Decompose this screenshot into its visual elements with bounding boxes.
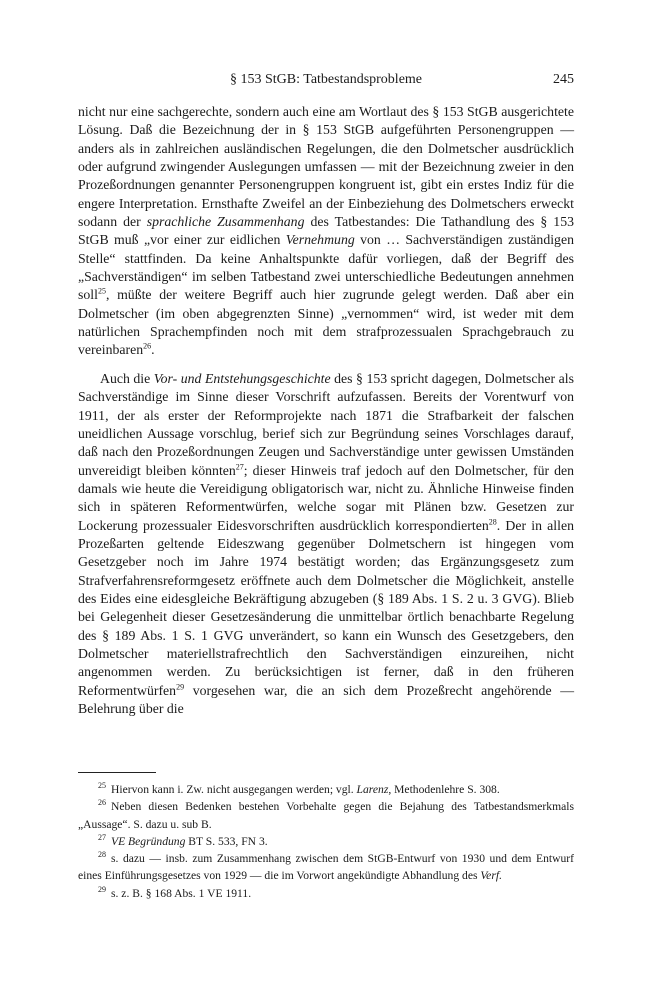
footnote-reference: 25 (97, 286, 106, 296)
footnote (78, 850, 574, 885)
footnotes (78, 781, 574, 902)
body-paragraph (78, 370, 574, 719)
text-run: Neben diesen Bedenken bestehen Vorbehalte gegen die Bejahung des Tatbestandsmerkmals „Aussage“. S. dazu u. sub B. (78, 800, 574, 831)
footnote-reference: 26 (143, 341, 152, 351)
footnote-reference: 29 (176, 682, 185, 692)
footnote-number: 27 (98, 833, 106, 843)
footnote-number: 25 (98, 781, 106, 791)
text-run: s. z. B. § 168 Abs. 1 VE 1911. (111, 886, 252, 900)
text-run: ; dieser Hinweis traf jedoch auf den Dolmetscher, für den damals wie heute die Vereidigung obligatorisch war, nicht zu. Ähnliche Hinweise finden sich in späteren Reformentwürfen, welche sogar mit Plänen bzw. Gesetzen zur Lockerung prozessualer Eidesvorschriften ausdrücklich korrespondierten (78, 462, 574, 533)
text-run: vorgesehen war, die an sich dem Prozeßrecht angehörende — Belehrung über die (78, 682, 574, 716)
footnote-reference: 28 (488, 516, 497, 526)
emphasis-text: Verf. (480, 869, 502, 883)
emphasis-text: Vernehmung (285, 232, 355, 248)
text-run: des § 153 spricht dagegen, Dolmetscher als Sachverständige im Sinne dieser Vorschrift aufzufassen. Bereits der Vorentwurf von 1911, der als erster der Reformprojekte nach 1871 die Strafbarkeit der falschen uneidlichen Aussage vorschlug, berief sich zur Begründung seines Vorschlages darauf, daß nach den Prozeßordnungen Zeugen und Sachverständige unter gewissen Umständen unvereidigt bleiben könnten (78, 370, 574, 478)
text-run: Auch die (100, 370, 154, 386)
text-run: nicht nur eine sachgerechte, sondern auch eine am Wortlaut des § 153 StGB ausgerichtete Lösung. Daß die Bezeichnung der in § 153 StGB aufgeführten Personengruppen — anders als in zahlreichen ausländischen Regelungen, die den Dolmetscher ausdrücklich oder aufgrund zwingender Auslegungen umfassen — mit der Bezeichnung zweier in den Prozeßordnungen genannter Personengruppen kongruent ist, gibt ein erstes Indiz für die engere Interpretation. Ernsthafte Zweifel an der Einbeziehung des Dolmetschers erweckt sodann der (78, 104, 574, 230)
footnote-separator (78, 772, 156, 773)
emphasis-text: sprachliche Zusammenhang (146, 214, 305, 230)
emphasis-text: Larenz (356, 783, 389, 796)
text-run: Hiervon kann i. Zw. nicht ausgegangen werden; vgl. (111, 783, 357, 796)
text-run: des Tatbestandes: Die Tathandlung des § 153 StGB muß „vor einer zur eidlichen (78, 214, 574, 248)
body-paragraph (78, 103, 574, 360)
running-header (78, 70, 574, 90)
footnote-number: 26 (98, 798, 106, 808)
footnote (78, 781, 574, 798)
footnote (78, 798, 574, 833)
running-header-title: § 153 StGB: Tatbestandsprobleme (229, 72, 423, 87)
body-text (78, 103, 574, 718)
text-run: s. dazu — insb. zum Zusammenhang zwischen dem StGB-Entwurf von 1930 und dem Entwurf eines Einführungsgesetzes von 1929 — die im Vorwort angekündigte Abhandlung des (78, 852, 574, 883)
footnote-reference: 27 (235, 461, 244, 471)
emphasis-text: Vor- und Entstehungsgeschichte (153, 370, 331, 386)
footnote-number: 29 (98, 884, 106, 894)
text-run: . (151, 342, 155, 358)
emphasis-text: VE Begründung (111, 834, 186, 848)
text-run: , müßte der weitere Begriff auch hier zugrunde gelegt werden. Daß aber ein Dolmetscher (im oben abgegrenzten Sinne) „vernommen“ wird, ist weder mit dem natürlichen Sprachempfinden noch mit dem strafprozessualen Sprachgebrauch zu vereinbaren (78, 287, 574, 358)
text-run: . Der in allen Prozeßarten geltende Eideszwang gegenüber Dolmetschern ist hingegen vom Gesetzgeber noch im Jahre 1974 bestätigt worden; das Ergänzungsgesetz zum Strafverfahrensreformgesetz eröffnete auch dem Dolmetscher die Möglichkeit, anstelle des Eides eine eidesgleiche Bekräftigung abzugeben (§ 189 Abs. 1 S. 2 u. 3 GVG). Blieb bei Gelegenheit dieser Gesetzesänderung die unmittelbar örtlich benachbarte Regelung des § 189 Abs. 1 S. 1 GVG unverändert, so kann ein Wunsch des Gesetzgebers, den Dolmetscher materiellstrafrechtlich den Sachverständigen einzureihen, nicht angenommen werden. Zu berücksichtigen ist ferner, daß in den früheren Reformentwürfen (78, 517, 574, 698)
footnote-number: 28 (98, 850, 106, 860)
footnote (78, 885, 574, 902)
page-number: 245 (553, 72, 574, 87)
text-run: , Methodenlehre S. 308. (388, 783, 500, 796)
text-run: BT S. 533, FN 3. (185, 834, 268, 848)
text-run: von … Sachverständigen zuständigen Stelle“ stattfinden. Da keine Anhaltspunkte dafür vorliegen, daß der Begriff des „Sachverständigen“ im selben Tatbestand zwei unterschiedliche Bedeutungen annehmen soll (78, 232, 574, 303)
footnote (78, 833, 574, 850)
